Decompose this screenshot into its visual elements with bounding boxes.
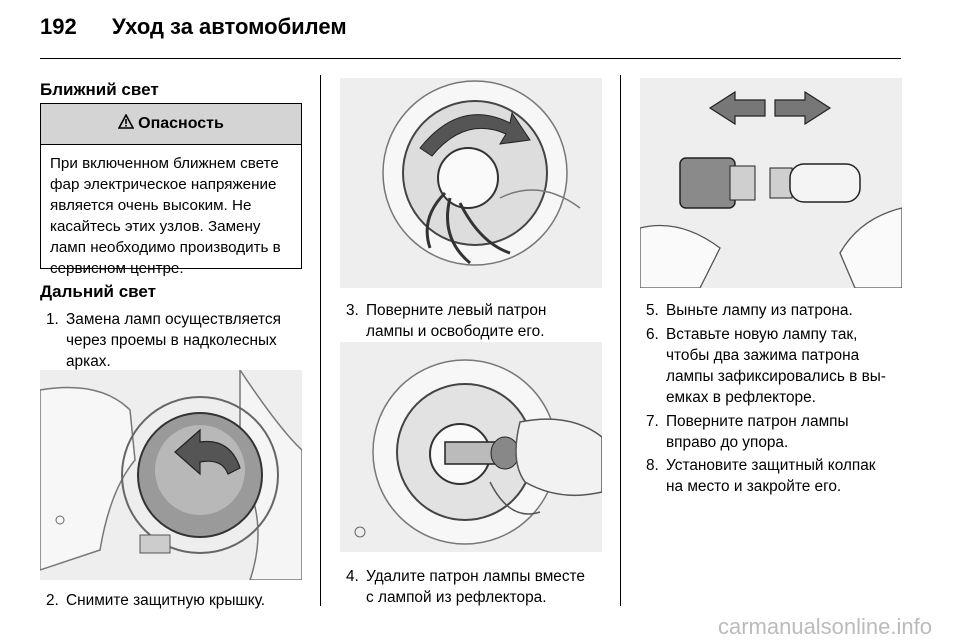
figure-bulb-socket: [640, 78, 902, 288]
column-divider-1: [320, 75, 321, 606]
step-5: [646, 300, 853, 321]
step-line: Снимите защитную крышку.: [66, 592, 266, 609]
step-number: 2.: [46, 592, 59, 609]
danger-heading: Опасность: [138, 115, 224, 132]
step-2: [46, 590, 265, 611]
step-4: [346, 566, 585, 608]
step-number: 1.: [46, 311, 59, 328]
danger-heading-bar: [41, 104, 301, 145]
step-line: Поверните патрон лампы: [666, 413, 849, 430]
step-line: арках.: [66, 353, 111, 370]
step-number: 3.: [346, 302, 359, 319]
figure-turn-socket: [340, 78, 602, 288]
page-number: 192: [40, 14, 77, 39]
step-line: через проемы в надколесных: [66, 332, 277, 349]
watermark: carmanualsonline.info: [717, 614, 932, 639]
step-line: Выньте лампу из патрона.: [666, 302, 853, 319]
step-line: Замена ламп осуществляется: [66, 311, 281, 328]
step-line: на место и закройте его.: [666, 478, 842, 495]
danger-text: При включенном ближнем свете фар электрическое напряжение является очень высоким. Не касайтесь этих узлов. Замену ламп необходимо производить в сервисном центре.: [50, 155, 281, 277]
step-line: вправо до упора.: [666, 434, 789, 451]
step-line: чтобы два зажима патрона: [666, 347, 860, 364]
step-line: с лампой из рефлектора.: [366, 589, 547, 606]
step-line: емках в рефлекторе.: [666, 389, 816, 406]
step-line: лампы и освободите его.: [366, 323, 545, 340]
step-line: Удалите патрон лампы вместе: [366, 568, 585, 585]
step-number: 7.: [646, 413, 659, 430]
figure-remove-socket: [340, 342, 602, 552]
step-1: [46, 309, 281, 372]
step-number: 6.: [646, 326, 659, 343]
step-number: 4.: [346, 568, 359, 585]
section-title-low-beam: Ближний свет: [40, 80, 159, 99]
page-header: [40, 14, 347, 40]
figure-remove-cover: [40, 370, 302, 580]
step-8: [646, 455, 876, 497]
step-number: 5.: [646, 302, 659, 319]
step-line: лампы зафиксировались в вы-: [666, 368, 886, 385]
danger-box: [40, 103, 302, 277]
column-divider-2: [620, 75, 621, 606]
header-rule: [40, 58, 901, 59]
step-7: [646, 411, 849, 453]
step-3: [346, 300, 546, 342]
warning-triangle-icon: [118, 114, 134, 134]
step-6: [646, 324, 886, 408]
step-line: Поверните левый патрон: [366, 302, 547, 319]
section-title-high-beam: Дальний свет: [40, 282, 156, 301]
step-number: 8.: [646, 457, 659, 474]
page-title: Уход за автомобилем: [112, 14, 347, 39]
step-line: Установите защитный колпак: [666, 457, 876, 474]
step-line: Вставьте новую лампу так,: [666, 326, 858, 343]
